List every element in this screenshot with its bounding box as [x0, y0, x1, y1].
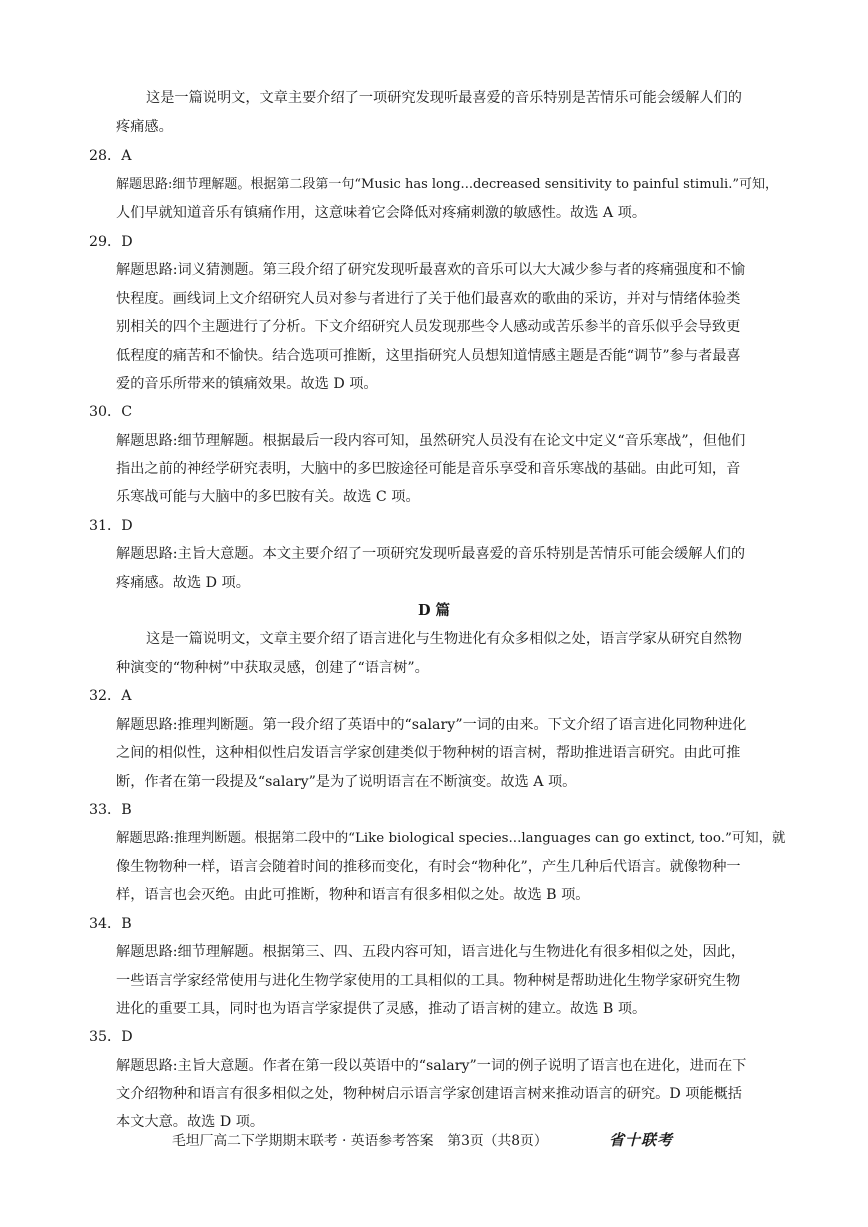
exam-stamp: 省十联考 — [609, 1131, 674, 1149]
q29-explanation-line-3: 别相关的四个主题进行了分析。下文介绍研究人员发现那些令人感动或苦乐参半的音乐似乎会导致更 — [116, 319, 741, 335]
q30-explanation-line-1: 解题思路:细节理解题。根据最后一段内容可知，虽然研究人员没有在论文中定义“音乐寒战”，但他们 — [116, 433, 746, 449]
q28-explanation-line-1: 解题思路:细节理解题。根据第二段第一句“Music has long...decreased sensitivity to painful stimuli.”可知， — [116, 177, 778, 192]
q35-explanation-line-1: 解题思路:主旨大意题。作者在第一段以英语中的“salary”一词的例子说明了语言也在进化，进而在下 — [116, 1058, 747, 1074]
q29-explanation-line-1: 解题思路:词义猜测题。第三段介绍了研究发现听最喜欢的音乐可以大大减少参与者的疼痛强度和不愉 — [116, 262, 746, 278]
q29-explanation-line-4: 低程度的痛苦和不愉快。结合选项可推断，这里指研究人员想知道情感主题是否能“调节”参与者最喜 — [116, 348, 741, 364]
q34-explanation-line-1: 解题思路:细节理解题。根据第三、四、五段内容可知，语言进化与生物进化有很多相似之处，因此， — [116, 944, 746, 960]
q35-explanation-line-2: 文介绍物种和语言有很多相似之处，物种树启示语言学家创建语言树来推动语言的研究。D 项能概括 — [116, 1086, 742, 1102]
question-number-32: 32．A — [89, 688, 132, 704]
q33-explanation-line-1: 解题思路:推理判断题。根据第二段中的“Like biological species...languages can go extinct, too.”可知，就 — [116, 831, 786, 846]
page-footer: 毛坦厂高二下学期期末联考 · 英语参考答案 第3页（共8页） — [172, 1133, 548, 1149]
q28-explanation-line-2: 人们早就知道音乐有镇痛作用，这意味着它会降低对疼痛刺激的敏感性。故选 A 项。 — [116, 205, 647, 221]
q29-explanation-line-5: 爱的音乐所带来的镇痛效果。故选 D 项。 — [116, 376, 378, 392]
question-number-33: 33．B — [89, 802, 132, 818]
section-d-title: D 篇 — [417, 602, 451, 619]
section-c-intro-line-1: 这是一篇说明文，文章主要介绍了一项研究发现听最喜爱的音乐特别是苦情乐可能会缓解人们的 — [146, 90, 742, 106]
q33-explanation-line-2: 像生物物种一样，语言会随着时间的推移而变化，有时会“物种化”，产生几种后代语言。就像物种一 — [116, 859, 741, 875]
section-c-intro-line-2: 疼痛感。 — [116, 119, 173, 135]
question-number-28: 28．A — [89, 148, 132, 164]
question-number-29: 29．D — [89, 234, 133, 250]
section-d-intro-line-2: 种演变的“物种树”中获取灵感，创建了“语言树”。 — [116, 660, 429, 676]
q34-explanation-line-2: 一些语言学家经常使用与进化生物学家使用的工具相似的工具。物种树是帮助进化生物学家研究生物 — [116, 973, 741, 989]
question-number-30: 30．C — [89, 404, 133, 420]
q34-explanation-line-3: 进化的重要工具，同时也为语言学家提供了灵感，推动了语言树的建立。故选 B 项。 — [116, 1001, 647, 1017]
q31-explanation-line-1: 解题思路:主旨大意题。本文主要介绍了一项研究发现听最喜爱的音乐特别是苦情乐可能会缓解人们的 — [116, 546, 746, 562]
question-number-31: 31．D — [89, 518, 133, 534]
q30-explanation-line-3: 乐寒战可能与大脑中的多巴胺有关。故选 C 项。 — [116, 489, 420, 505]
q31-explanation-line-2: 疼痛感。故选 D 项。 — [116, 575, 250, 591]
question-number-35: 35．D — [89, 1029, 133, 1045]
question-number-34: 34．B — [89, 916, 132, 932]
q32-explanation-line-3: 断，作者在第一段提及“salary”是为了说明语言在不断演变。故选 A 项。 — [116, 774, 577, 790]
q29-explanation-line-2: 快程度。画线词上文介绍研究人员对参与者进行了关于他们最喜欢的歌曲的采访，并对与情绪体验类 — [116, 291, 741, 307]
q32-explanation-line-1: 解题思路:推理判断题。第一段介绍了英语中的“salary”一词的由来。下文介绍了语言进化同物种进化 — [116, 717, 747, 733]
section-d-intro-line-1: 这是一篇说明文，文章主要介绍了语言进化与生物进化有众多相似之处，语言学家从研究自然物 — [146, 631, 742, 647]
q33-explanation-line-3: 样，语言也会灭绝。由此可推断，物种和语言有很多相似之处。故选 B 项。 — [116, 887, 590, 903]
q32-explanation-line-2: 之间的相似性，这种相似性启发语言学家创建类似于物种树的语言树，帮助推进语言研究。由此可推 — [116, 745, 741, 761]
q30-explanation-line-2: 指出之前的神经学研究表明，大脑中的多巴胺途径可能是音乐享受和音乐寒战的基础。由此可知，音 — [116, 461, 741, 477]
q35-explanation-line-3: 本文大意。故选 D 项。 — [116, 1114, 265, 1130]
